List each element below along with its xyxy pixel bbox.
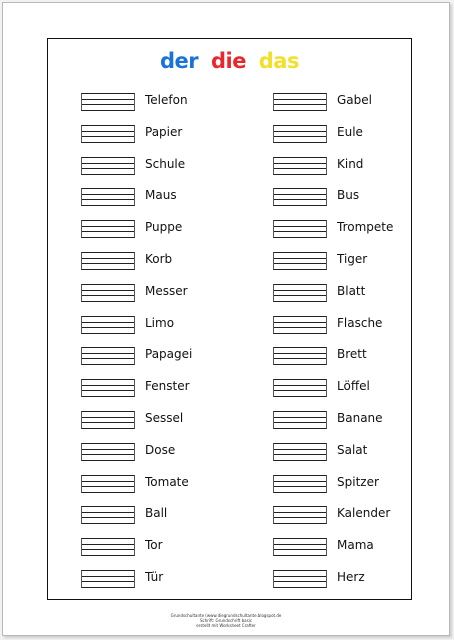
footer-line-3: erstellt mit Worksheet Crafter: [196, 623, 256, 628]
noun-label: Telefon: [145, 93, 188, 107]
article-write-lines[interactable]: [81, 347, 135, 365]
noun-label: Salat: [337, 442, 368, 457]
noun-label: Spitzer: [337, 474, 379, 489]
article-write-lines[interactable]: [81, 93, 135, 111]
article-write-lines[interactable]: [81, 125, 135, 143]
noun-label: Papagei: [145, 347, 193, 362]
noun-label: Tomate: [145, 474, 189, 489]
article-write-lines[interactable]: [81, 284, 135, 302]
article-write-lines[interactable]: [81, 252, 135, 270]
article-write-lines[interactable]: [273, 316, 327, 334]
noun-label: Gabel: [337, 93, 372, 107]
noun-label: Kind: [337, 156, 364, 171]
article-write-lines[interactable]: [273, 220, 327, 238]
noun-label: Maus: [145, 188, 177, 203]
article-write-lines[interactable]: [81, 443, 135, 461]
noun-label: Sessel: [145, 411, 184, 425]
noun-label: Brett: [337, 347, 367, 362]
article-write-lines[interactable]: [81, 570, 135, 588]
article-write-lines[interactable]: [273, 506, 327, 524]
noun-label: Kalender: [337, 506, 391, 521]
noun-label: Mama: [337, 538, 374, 553]
article-write-lines[interactable]: [273, 443, 327, 461]
noun-label: Herz: [337, 570, 365, 584]
article-write-lines[interactable]: [81, 157, 135, 175]
noun-label: Messer: [145, 283, 188, 298]
noun-label: Löffel: [337, 379, 370, 394]
article-write-lines[interactable]: [273, 475, 327, 493]
worksheet-page: [2, 2, 450, 636]
noun-label: Tür: [145, 570, 164, 584]
article-write-lines[interactable]: [273, 284, 327, 302]
article-write-lines[interactable]: [273, 411, 327, 429]
article-write-lines[interactable]: [273, 188, 327, 206]
article-write-lines[interactable]: [273, 93, 327, 111]
noun-label: Dose: [145, 442, 176, 457]
noun-label: Blatt: [337, 283, 366, 298]
noun-label: Bus: [337, 188, 360, 203]
title-der: der: [160, 49, 199, 73]
noun-label: Puppe: [145, 220, 183, 235]
noun-label: Fenster: [145, 379, 190, 394]
article-write-lines[interactable]: [273, 347, 327, 365]
noun-label: Flasche: [337, 315, 383, 330]
article-write-lines[interactable]: [273, 538, 327, 556]
noun-label: Korb: [145, 252, 173, 266]
footer-credits: [3, 613, 449, 628]
article-write-lines[interactable]: [81, 188, 135, 206]
noun-label: Limo: [145, 315, 175, 330]
article-write-lines[interactable]: [81, 220, 135, 238]
noun-label: Eule: [337, 124, 363, 139]
article-write-lines[interactable]: [81, 411, 135, 429]
article-write-lines[interactable]: [273, 379, 327, 397]
article-write-lines[interactable]: [81, 506, 135, 524]
title-die: die: [210, 49, 246, 73]
article-write-lines[interactable]: [273, 157, 327, 175]
article-write-lines[interactable]: [273, 125, 327, 143]
noun-label: Trompete: [337, 220, 394, 235]
worksheet-frame: [47, 38, 412, 600]
noun-label: Tiger: [337, 252, 368, 266]
footer-line-1: Grundschultante (www.diegrundschultante.blogspot.de: [170, 613, 282, 618]
article-write-lines[interactable]: [273, 570, 327, 588]
noun-label: Ball: [145, 506, 168, 521]
article-write-lines[interactable]: [81, 379, 135, 397]
page-title: [48, 49, 411, 73]
noun-label: Tor: [145, 538, 163, 553]
article-write-lines[interactable]: [273, 252, 327, 270]
noun-label: Banane: [337, 411, 383, 425]
article-write-lines[interactable]: [81, 475, 135, 493]
noun-label: Schule: [145, 156, 186, 171]
noun-label: Papier: [145, 124, 183, 139]
title-das: das: [258, 49, 299, 73]
article-write-lines[interactable]: [81, 316, 135, 334]
article-write-lines[interactable]: [81, 538, 135, 556]
footer-line-2: Schrift: Grundschrift basic: [199, 618, 253, 623]
